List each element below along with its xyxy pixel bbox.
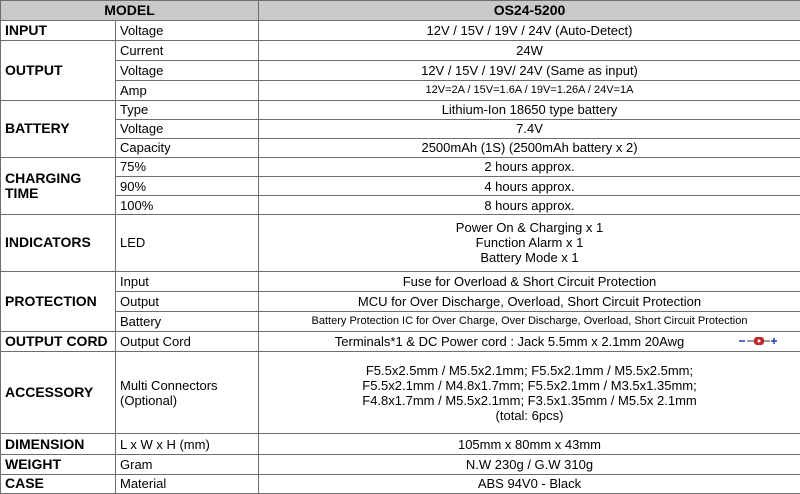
output-amp-row [1,81,800,100]
battery-voltage-value: 7.4V [259,119,800,138]
battery-voltage-label: Voltage [116,119,259,138]
indicator-line: Power On & Charging x 1 [455,220,604,236]
output-voltage-row [1,61,800,81]
weight-row [1,454,800,474]
protection-input-label: Input [116,271,259,291]
protection-input-row [1,271,800,291]
protection-output-value: MCU for Over Discharge, Overload, Short Circuit Protection [259,291,800,311]
accessory-label-line1: Multi Connectors [120,377,218,393]
indicator-line: Battery Mode x 1 [480,250,579,266]
protection-output-label: Output [116,291,259,311]
model-value: OS24-5200 [259,1,800,21]
charging-category-line2: TIME [5,185,39,202]
model-header: MODEL [1,1,259,21]
charging-75-value: 2 hours approx. [259,157,800,176]
charging-100-label: 100% [116,196,259,215]
protection-battery-row [1,311,800,331]
protection-output-row [1,291,800,311]
indicator-line: Function Alarm x 1 [475,235,584,251]
case-row [1,474,800,493]
input-voltage-label: Voltage [116,21,259,41]
accessory-category: ACCESSORY [1,351,116,434]
charging-100-row [1,196,800,215]
output-cord-cell [259,331,800,351]
charging-90-label: 90% [116,176,259,195]
dimension-row [1,434,800,454]
input-category: INPUT [1,21,116,41]
dimension-label: L x W x H (mm) [116,434,259,454]
charging-75-label: 75% [116,157,259,176]
indicators-category: INDICATORS [1,215,116,271]
output-voltage-label: Voltage [116,61,259,81]
battery-type-label: Type [116,100,259,119]
accessory-label [116,351,259,434]
dimension-category: DIMENSION [1,434,116,454]
accessory-line: F5.5x2.1mm / M4.8x1.7mm; F5.5x2.1mm / M3.5x1.35mm; [362,377,697,393]
case-value: ABS 94V0 - Black [259,474,800,493]
battery-type-row [1,100,800,119]
battery-category: BATTERY [1,100,116,157]
accessory-line: F4.8x1.7mm / M5.5x2.1mm; F3.5x1.35mm / M5.5x 2.1mm [362,392,697,408]
weight-value: N.W 230g / G.W 310g [259,454,800,474]
charging-75-row [1,157,800,176]
protection-battery-label: Battery [116,311,259,331]
charging-time-category [1,157,116,214]
battery-capacity-row [1,138,800,157]
charging-90-value: 4 hours approx. [259,176,800,195]
charging-90-row [1,176,800,195]
battery-capacity-label: Capacity [116,138,259,157]
dimension-value: 105mm x 80mm x 43mm [259,434,800,454]
indicators-row [1,215,800,271]
indicators-led-label: LED [116,215,259,271]
protection-input-value: Fuse for Overload & Short Circuit Protection [259,271,800,291]
accessory-row [1,351,800,434]
battery-voltage-row [1,119,800,138]
battery-capacity-value: 2500mAh (1S) (2500mAh battery x 2) [259,138,800,157]
indicators-led-value [259,215,800,271]
protection-category: PROTECTION [1,271,116,331]
battery-type-value: Lithium-Ion 18650 type battery [259,100,800,119]
case-category: CASE [1,474,116,493]
input-voltage-value: 12V / 15V / 19V / 24V (Auto-Detect) [259,21,800,41]
weight-category: WEIGHT [1,454,116,474]
output-cord-category: OUTPUT CORD [1,331,116,351]
charging-100-value: 8 hours approx. [259,196,800,215]
accessory-label-line2: (Optional) [120,392,178,408]
accessory-line: F5.5x2.5mm / M5.5x2.1mm; F5.5x2.1mm / M5.5x2.5mm; [365,362,694,378]
weight-label: Gram [116,454,259,474]
accessory-value [259,351,800,434]
input-row [1,21,800,41]
charging-category-line1: CHARGING [5,170,82,187]
output-cord-row [1,331,800,351]
protection-battery-value: Battery Protection IC for Over Charge, Over Discharge, Overload, Short Circuit Protection [259,311,800,331]
dc-plug-icon [738,335,778,347]
case-label: Material [116,474,259,493]
output-current-value: 24W [259,41,800,61]
header-row [1,1,800,21]
output-current-label: Current [116,41,259,61]
output-voltage-value: 12V / 15V / 19V/ 24V (Same as input) [259,61,800,81]
output-cord-value: Terminals*1 & DC Power cord : Jack 5.5mm x 2.1mm 20Awg [334,333,685,349]
accessory-line: (total: 6pcs) [495,407,564,423]
output-category: OUTPUT [1,41,116,100]
output-current-row [1,41,800,61]
output-cord-label: Output Cord [116,331,259,351]
output-amp-value: 12V=2A / 15V=1.6A / 19V=1.26A / 24V=1A [259,81,800,100]
output-amp-label: Amp [116,81,259,100]
